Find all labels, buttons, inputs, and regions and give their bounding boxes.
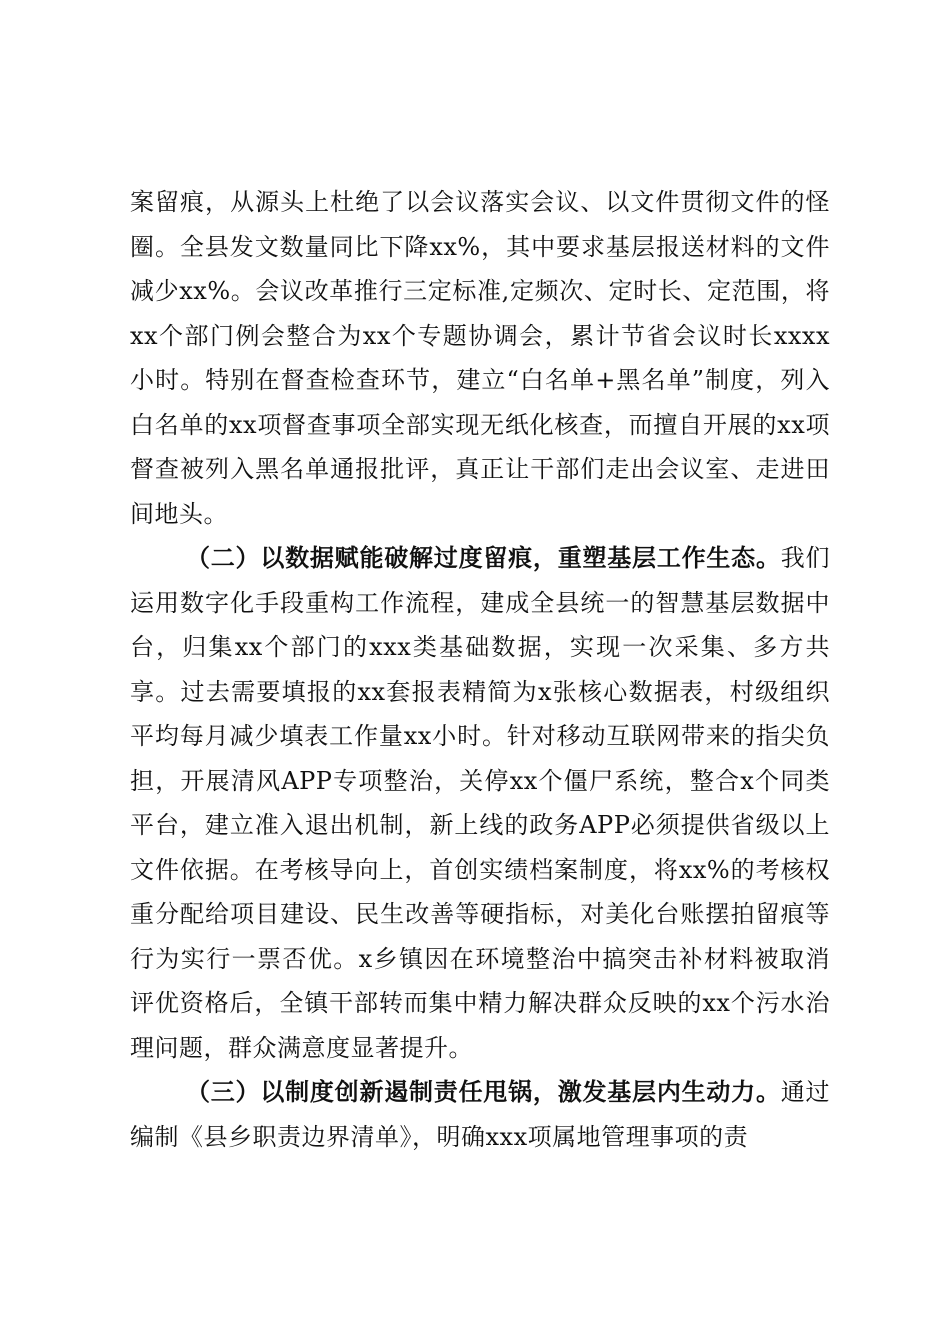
paragraph-3-body: 通过编制《县乡职责边界清单》，明确xxx项属地管理事项的责 xyxy=(130,1078,830,1151)
section-two-heading: （二）以数据赋能破解过度留痕，重塑基层工作生态。 xyxy=(186,544,781,572)
paragraph-continuation xyxy=(130,180,830,536)
paragraph-section-two xyxy=(130,536,830,1070)
section-three-heading: （三）以制度创新遏制责任甩锅，激发基层内生动力。 xyxy=(186,1078,781,1106)
paragraph-1-body: 案留痕，从源头上杜绝了以会议落实会议、以文件贯彻文件的怪圈。全县发文数量同比下降xx%，其中要求基层报送材料的文件减少xx%。会议改革推行三定标准,定频次、定时长、定范围，将xx个部门例会整合为xx个专题协调会，累计节省会议时长xxxx小时。特别在督查检查环节，建立“白名单+黑名单”制度，列入白名单的xx项督查事项全部实现无纸化核查，而擅自开展的xx项督查被列入黑名单通报批评，真正让干部们走出会议室、走进田间地头。 xyxy=(130,188,830,528)
document-body xyxy=(130,180,830,1159)
paragraph-section-three xyxy=(130,1070,830,1159)
paragraph-2-body: 我们运用数字化手段重构工作流程，建成全县统一的智慧基层数据中台，归集xx个部门的xxx类基础数据，实现一次采集、多方共享。过去需要填报的xx套报表精简为x张核心数据表，村级组织平均每月减少填表工作量xx小时。针对移动互联网带来的指尖负担，开展清风APP专项整治，关停xx个僵尸系统，整合x个同类平台，建立准入退出机制，新上线的政务APP必须提供省级以上文件依据。在考核导向上，首创实绩档案制度，将xx%的考核权重分配给项目建设、民生改善等硬指标，对美化台账摆拍留痕等行为实行一票否优。x乡镇因在环境整治中搞突击补材料被取消评优资格后，全镇干部转而集中精力解决群众反映的xx个污水治理问题，群众满意度显著提升。 xyxy=(130,544,830,1062)
